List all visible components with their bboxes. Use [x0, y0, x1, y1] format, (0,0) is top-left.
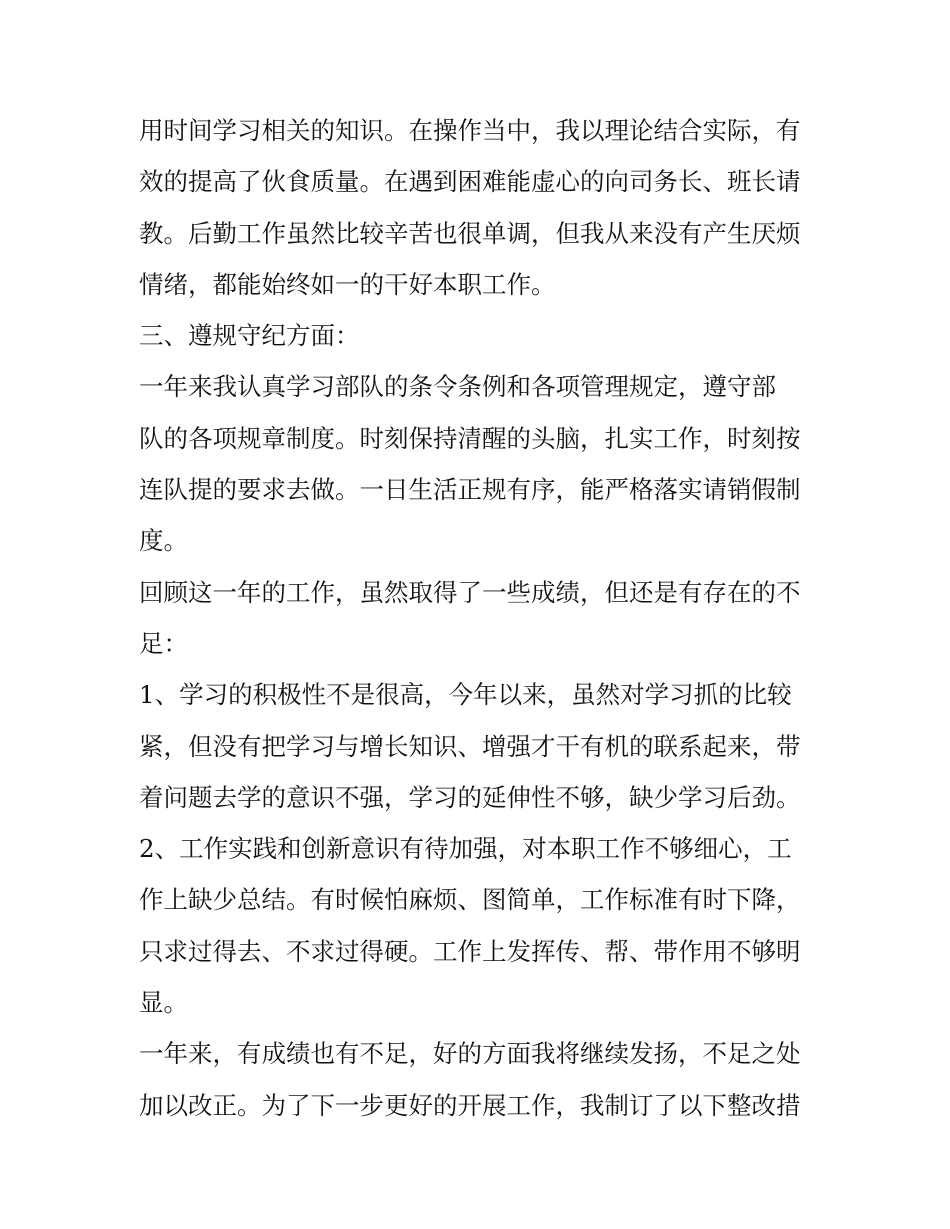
body-line: 加以改正。为了下一步更好的开展工作，我制订了以下整改措 [139, 1090, 801, 1120]
list-item-2-line: 作上缺少总结。有时候怕麻烦、图简单，工作标准有时下降， [139, 885, 801, 915]
body-line: 队的各项规章制度。时刻保持清醒的头脑，扎实工作，时刻按 [139, 423, 801, 453]
body-line: 情绪，都能始终如一的干好本职工作。 [139, 269, 556, 299]
list-item-2-line: 2、工作实践和创新意识有待加强，对本职工作不够细心，工 [139, 834, 792, 864]
document-body [139, 105, 819, 1131]
body-line: 一年来，有成绩也有不足，好的方面我将继续发扬，不足之处 [139, 1039, 801, 1069]
list-item-2-line: 只求过得去、不求过得硬。工作上发挥传、帮、带作用不够明 [139, 936, 801, 966]
body-line: 用时间学习相关的知识。在操作当中，我以理论结合实际，有 [139, 116, 801, 145]
body-line: 一年来我认真学习部队的条令条例和各项管理规定，遵守部 [139, 372, 776, 402]
body-line: 效的提高了伙食质量。在遇到困难能虚心的向司务长、班长请 [139, 167, 801, 197]
body-line: 足： [139, 628, 188, 658]
body-line: 回顾这一年的工作，虽然取得了一些成绩，但还是有存在的不 [139, 577, 801, 607]
body-line: 度。 [139, 526, 188, 556]
body-line: 教。后勤工作虽然比较辛苦也很单调，但我从来没有产生厌烦 [139, 218, 801, 248]
body-line: 连队提的要求去做。一日生活正规有序，能严格落实请销假制 [139, 475, 801, 505]
list-item-1-line: 1、学习的积极性不是很高，今年以来，虽然对学习抓的比较 [139, 680, 792, 710]
list-item-1-line: 着问题去学的意识不强，学习的延伸性不够，缺少学习后劲。 [139, 782, 801, 812]
list-item-1-line: 紧，但没有把学习与增长知识、增强才干有机的联系起来，带 [139, 731, 801, 761]
list-item-2-line: 显。 [139, 988, 188, 1018]
section-heading: 三、遵规守纪方面： [139, 321, 360, 351]
